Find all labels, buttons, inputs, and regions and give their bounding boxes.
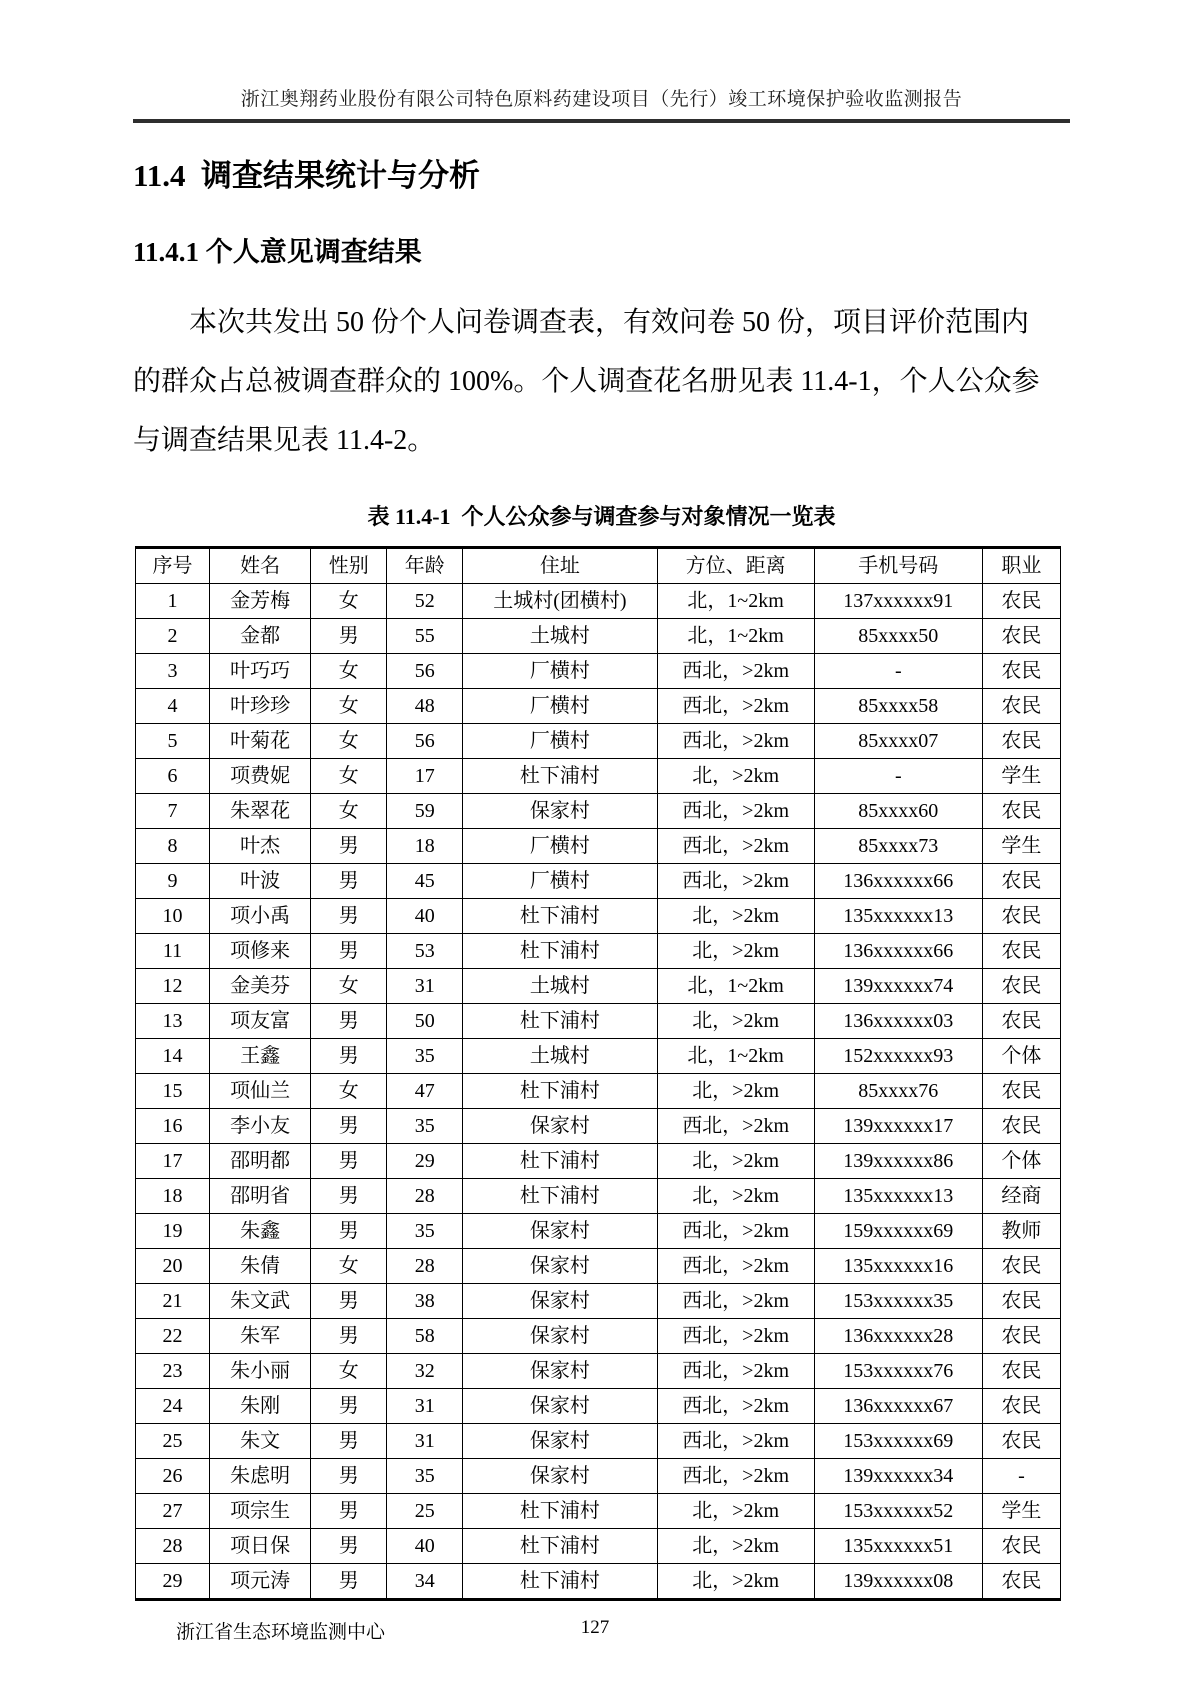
table-cell: 男 [311, 1109, 387, 1144]
column-header: 序号 [136, 548, 210, 584]
table-row [136, 759, 1061, 794]
table-cell: 杜下浦村 [463, 1074, 657, 1109]
table-cell: 个体 [982, 1144, 1060, 1179]
table-cell: 85xxxx58 [814, 689, 982, 724]
table-cell: 杜下浦村 [463, 759, 657, 794]
table-cell: 85xxxx50 [814, 619, 982, 654]
table-row [136, 899, 1061, 934]
table-row [136, 619, 1061, 654]
section-heading: 11.4 调查结果统计与分析 [133, 158, 481, 193]
table-cell: 152xxxxxx93 [814, 1039, 982, 1074]
table-cell: 136xxxxxx66 [814, 934, 982, 969]
table-cell: 50 [387, 1004, 463, 1039]
table-row [136, 1214, 1061, 1249]
table-cell: 杜下浦村 [463, 1494, 657, 1529]
table-cell: 1 [136, 584, 210, 619]
table-cell: 18 [136, 1179, 210, 1214]
table-row [136, 1284, 1061, 1319]
table-cell: 西北，>2km [657, 829, 814, 864]
table-cell: 153xxxxxx76 [814, 1354, 982, 1389]
table-cell: 20 [136, 1249, 210, 1284]
table-cell: 农民 [982, 1389, 1060, 1424]
table-cell: 女 [311, 689, 387, 724]
table-cell: 25 [136, 1424, 210, 1459]
table-cell: 男 [311, 1564, 387, 1600]
table-cell: 35 [387, 1459, 463, 1494]
table-cell: 女 [311, 1249, 387, 1284]
table-cell: 农民 [982, 794, 1060, 829]
table-cell: 23 [136, 1354, 210, 1389]
table-row [136, 864, 1061, 899]
table-cell: 土城村 [463, 1039, 657, 1074]
column-header: 姓名 [210, 548, 311, 584]
table-cell: 土城村 [463, 969, 657, 1004]
table-cell: 137xxxxxx91 [814, 584, 982, 619]
table-cell: 西北，>2km [657, 794, 814, 829]
table-cell: 杜下浦村 [463, 1004, 657, 1039]
table-cell: 农民 [982, 1319, 1060, 1354]
table-cell: 136xxxxxx03 [814, 1004, 982, 1039]
table-cell: 16 [136, 1109, 210, 1144]
table-cell: 139xxxxxx74 [814, 969, 982, 1004]
table-cell: 女 [311, 724, 387, 759]
body-paragraph [133, 293, 1070, 470]
table-cell: 北，>2km [657, 899, 814, 934]
table-cell: 项友富 [210, 1004, 311, 1039]
table-cell: 杜下浦村 [463, 1144, 657, 1179]
table-cell: 31 [387, 1424, 463, 1459]
table-cell: 男 [311, 1459, 387, 1494]
table-cell: 2 [136, 619, 210, 654]
table-cell: 14 [136, 1039, 210, 1074]
table-cell: 农民 [982, 1249, 1060, 1284]
table-row [136, 584, 1061, 619]
paragraph-line: 与调查结果见表 11.4-2。 [133, 425, 436, 456]
table-cell: 28 [387, 1249, 463, 1284]
table-cell: 53 [387, 934, 463, 969]
table-cell: 85xxxx60 [814, 794, 982, 829]
table-cell: 女 [311, 794, 387, 829]
table-row [136, 1459, 1061, 1494]
table-cell: 保家村 [463, 1214, 657, 1249]
table-cell: 保家村 [463, 1284, 657, 1319]
table-cell: 35 [387, 1039, 463, 1074]
table-cell: 45 [387, 864, 463, 899]
paragraph-line: 的群众占总被调查群众的 100%。个人调查花名册见表 11.4-1，个人公众参 [133, 366, 1040, 397]
table-cell: 农民 [982, 689, 1060, 724]
table-cell: 北，>2km [657, 1564, 814, 1600]
table-cell: 男 [311, 1389, 387, 1424]
table-cell: 24 [136, 1389, 210, 1424]
table-cell: 朱鑫 [210, 1214, 311, 1249]
table-cell: 经商 [982, 1179, 1060, 1214]
table-cell: 8 [136, 829, 210, 864]
table-cell: 朱翠花 [210, 794, 311, 829]
table-cell: 159xxxxxx69 [814, 1214, 982, 1249]
table-cell: 6 [136, 759, 210, 794]
table-cell: 17 [136, 1144, 210, 1179]
table-cell: 西北，>2km [657, 689, 814, 724]
table-cell: 杜下浦村 [463, 934, 657, 969]
table-cell: 135xxxxxx13 [814, 899, 982, 934]
table-cell: 朱倩 [210, 1249, 311, 1284]
table-cell: 农民 [982, 1354, 1060, 1389]
table-cell: 139xxxxxx34 [814, 1459, 982, 1494]
table-cell: 西北，>2km [657, 1459, 814, 1494]
table-cell: 59 [387, 794, 463, 829]
table-cell: - [814, 654, 982, 689]
table-cell: 农民 [982, 1424, 1060, 1459]
table-cell: 农民 [982, 654, 1060, 689]
table-cell: 男 [311, 1529, 387, 1564]
table-row [136, 1319, 1061, 1354]
table-cell: 56 [387, 654, 463, 689]
table-cell: 项日保 [210, 1529, 311, 1564]
table-cell: 北，>2km [657, 1494, 814, 1529]
table-cell: 叶巧巧 [210, 654, 311, 689]
table-cell: 农民 [982, 1284, 1060, 1319]
table-cell: 农民 [982, 1529, 1060, 1564]
table-cell: 男 [311, 1494, 387, 1529]
table-cell: 农民 [982, 899, 1060, 934]
table-cell: 农民 [982, 1074, 1060, 1109]
table-cell: 25 [387, 1494, 463, 1529]
table-row [136, 934, 1061, 969]
table-cell: 西北，>2km [657, 864, 814, 899]
table-cell: 农民 [982, 969, 1060, 1004]
table-cell: 保家村 [463, 1319, 657, 1354]
table-cell: 金都 [210, 619, 311, 654]
table-cell: 北，>2km [657, 1004, 814, 1039]
table-cell: 男 [311, 864, 387, 899]
table-cell: 李小友 [210, 1109, 311, 1144]
table-cell: 男 [311, 1039, 387, 1074]
table-cell: 西北，>2km [657, 1249, 814, 1284]
table-row [136, 1179, 1061, 1214]
table-cell: 厂横村 [463, 689, 657, 724]
table-row [136, 1004, 1061, 1039]
table-cell: 朱文武 [210, 1284, 311, 1319]
table-cell: 136xxxxxx67 [814, 1389, 982, 1424]
table-cell: 11 [136, 934, 210, 969]
table-cell: 48 [387, 689, 463, 724]
page-number: 127 [580, 1617, 610, 1638]
table-cell: 18 [387, 829, 463, 864]
table-cell: 西北，>2km [657, 654, 814, 689]
table-row [136, 1144, 1061, 1179]
table-cell: 136xxxxxx66 [814, 864, 982, 899]
table-cell: 杜下浦村 [463, 899, 657, 934]
table-cell: 5 [136, 724, 210, 759]
table-cell: 杜下浦村 [463, 1564, 657, 1600]
table-cell: 9 [136, 864, 210, 899]
table-cell: 31 [387, 1389, 463, 1424]
subsection-heading: 11.4.1 个人意见调查结果 [133, 237, 422, 267]
table-cell: 136xxxxxx28 [814, 1319, 982, 1354]
table-cell: 杜下浦村 [463, 1529, 657, 1564]
table-cell: 28 [387, 1179, 463, 1214]
table-cell: 85xxxx73 [814, 829, 982, 864]
table-cell: 西北，>2km [657, 1389, 814, 1424]
table-cell: 保家村 [463, 1459, 657, 1494]
table-cell: 4 [136, 689, 210, 724]
table-cell: 金芳梅 [210, 584, 311, 619]
table-cell: 叶珍珍 [210, 689, 311, 724]
table-cell: 朱文 [210, 1424, 311, 1459]
table-cell: 男 [311, 1214, 387, 1249]
table-cell: 厂横村 [463, 654, 657, 689]
table-cell: 保家村 [463, 1389, 657, 1424]
table-cell: 邵明省 [210, 1179, 311, 1214]
table-cell: 农民 [982, 1004, 1060, 1039]
table-cell: 教师 [982, 1214, 1060, 1249]
table-cell: 40 [387, 899, 463, 934]
table-cell: 34 [387, 1564, 463, 1600]
paragraph-line: 本次共发出 50 份个人问卷调查表，有效问卷 50 份，项目评价范围内 [189, 307, 1030, 338]
table-cell: 保家村 [463, 1424, 657, 1459]
table-row [136, 689, 1061, 724]
table-cell: 保家村 [463, 794, 657, 829]
column-header: 手机号码 [814, 548, 982, 584]
table-cell: 农民 [982, 934, 1060, 969]
footer-organization: 浙江省生态环境监测中心 [176, 1622, 386, 1643]
table-cell: 27 [136, 1494, 210, 1529]
table-cell: 西北，>2km [657, 1109, 814, 1144]
table-cell: 个体 [982, 1039, 1060, 1074]
table-cell: 朱军 [210, 1319, 311, 1354]
table-row [136, 1109, 1061, 1144]
table-cell: 项仙兰 [210, 1074, 311, 1109]
table-cell: 153xxxxxx35 [814, 1284, 982, 1319]
table-cell: 52 [387, 584, 463, 619]
table-cell: 35 [387, 1214, 463, 1249]
column-header: 年龄 [387, 548, 463, 584]
table-cell: 北，>2km [657, 934, 814, 969]
table-cell: 15 [136, 1074, 210, 1109]
table-cell: 农民 [982, 1564, 1060, 1600]
table-cell: 31 [387, 969, 463, 1004]
table-cell: 男 [311, 934, 387, 969]
table-cell: 男 [311, 619, 387, 654]
table-cell: 农民 [982, 864, 1060, 899]
table-cell: 项元涛 [210, 1564, 311, 1600]
table-cell: 厂横村 [463, 864, 657, 899]
table-row [136, 1424, 1061, 1459]
table-cell: 农民 [982, 619, 1060, 654]
table-row [136, 829, 1061, 864]
table-cell: 17 [387, 759, 463, 794]
table-cell: 西北，>2km [657, 1424, 814, 1459]
table-cell: 西北，>2km [657, 1284, 814, 1319]
table-cell: 153xxxxxx52 [814, 1494, 982, 1529]
table-cell: 男 [311, 1284, 387, 1319]
page-footer [0, 1617, 1190, 1647]
table-row [136, 654, 1061, 689]
table-cell: 保家村 [463, 1249, 657, 1284]
table-cell: 北，>2km [657, 1529, 814, 1564]
table-cell: 农民 [982, 724, 1060, 759]
table-cell: 28 [136, 1529, 210, 1564]
table-cell: 男 [311, 1424, 387, 1459]
table-cell: 朱刚 [210, 1389, 311, 1424]
table-cell: 29 [387, 1144, 463, 1179]
table-cell: 保家村 [463, 1354, 657, 1389]
table-cell: 学生 [982, 759, 1060, 794]
table-cell: 55 [387, 619, 463, 654]
table-cell: 153xxxxxx69 [814, 1424, 982, 1459]
table-cell: 38 [387, 1284, 463, 1319]
header-divider [133, 119, 1070, 123]
table-row [136, 1529, 1061, 1564]
table-cell: 22 [136, 1319, 210, 1354]
table-cell: 西北，>2km [657, 724, 814, 759]
table-cell: 男 [311, 899, 387, 934]
table-cell: 北，>2km [657, 759, 814, 794]
table-cell: 项小禹 [210, 899, 311, 934]
table-row [136, 1389, 1061, 1424]
table-row [136, 794, 1061, 829]
table-cell: 项宗生 [210, 1494, 311, 1529]
table-cell: 26 [136, 1459, 210, 1494]
table-cell: 北，1~2km [657, 584, 814, 619]
table-header-row [136, 548, 1061, 584]
table-cell: 北，1~2km [657, 619, 814, 654]
table-cell: 邵明都 [210, 1144, 311, 1179]
table-cell: 12 [136, 969, 210, 1004]
table-cell: 叶菊花 [210, 724, 311, 759]
table-cell: 女 [311, 969, 387, 1004]
table-cell: 项费妮 [210, 759, 311, 794]
table-header [136, 548, 1061, 584]
table-cell: 58 [387, 1319, 463, 1354]
table-cell: 47 [387, 1074, 463, 1109]
table-cell: 女 [311, 759, 387, 794]
table-row [136, 969, 1061, 1004]
table-cell: 男 [311, 1004, 387, 1039]
table-cell: 女 [311, 1074, 387, 1109]
table-cell: 女 [311, 584, 387, 619]
column-header: 住址 [463, 548, 657, 584]
table-cell: 土城村 [463, 619, 657, 654]
table-cell: 北，>2km [657, 1074, 814, 1109]
table-row [136, 1354, 1061, 1389]
table-cell: 19 [136, 1214, 210, 1249]
table-cell: 女 [311, 654, 387, 689]
table-cell: 朱小丽 [210, 1354, 311, 1389]
table-cell: 北，1~2km [657, 1039, 814, 1074]
table-cell: 7 [136, 794, 210, 829]
table-cell: 男 [311, 1144, 387, 1179]
table-cell: 56 [387, 724, 463, 759]
table-cell: 13 [136, 1004, 210, 1039]
table-row [136, 1039, 1061, 1074]
table-cell: 王鑫 [210, 1039, 311, 1074]
table-caption: 表 11.4-1 个人公众参与调查参与对象情况一览表 [367, 504, 836, 529]
table-cell: 学生 [982, 1494, 1060, 1529]
table-cell: 21 [136, 1284, 210, 1319]
table-cell: 学生 [982, 829, 1060, 864]
column-header: 职业 [982, 548, 1060, 584]
table-cell: 29 [136, 1564, 210, 1600]
table-cell: 金美芬 [210, 969, 311, 1004]
column-header: 方位、距离 [657, 548, 814, 584]
table-cell: 北，>2km [657, 1179, 814, 1214]
table-cell: 男 [311, 1179, 387, 1214]
table-cell: 40 [387, 1529, 463, 1564]
table-cell: 厂横村 [463, 829, 657, 864]
table-cell: 北，1~2km [657, 969, 814, 1004]
table-body [136, 584, 1061, 1600]
table-cell: 32 [387, 1354, 463, 1389]
table-row [136, 1564, 1061, 1600]
table-cell: 139xxxxxx08 [814, 1564, 982, 1600]
table-cell: 男 [311, 1319, 387, 1354]
table-cell: 135xxxxxx13 [814, 1179, 982, 1214]
table-cell: 叶杰 [210, 829, 311, 864]
table-cell: 85xxxx76 [814, 1074, 982, 1109]
table-cell: 139xxxxxx17 [814, 1109, 982, 1144]
table-row [136, 1494, 1061, 1529]
table-cell: 3 [136, 654, 210, 689]
table-cell: 35 [387, 1109, 463, 1144]
table-cell: 139xxxxxx86 [814, 1144, 982, 1179]
table-cell: 厂横村 [463, 724, 657, 759]
table-cell: - [982, 1459, 1060, 1494]
running-header-title: 浙江奥翔药业股份有限公司特色原料药建设项目（先行）竣工环境保护验收监测报告 [240, 89, 963, 110]
table-cell: 女 [311, 1354, 387, 1389]
table-cell: 杜下浦村 [463, 1179, 657, 1214]
column-header: 性别 [311, 548, 387, 584]
table-cell: 保家村 [463, 1109, 657, 1144]
table-cell: 土城村(团横村) [463, 584, 657, 619]
table-row [136, 724, 1061, 759]
table-cell: 北，>2km [657, 1144, 814, 1179]
table-cell: 135xxxxxx16 [814, 1249, 982, 1284]
table-cell: 叶波 [210, 864, 311, 899]
table-cell: - [814, 759, 982, 794]
table-cell: 朱虑明 [210, 1459, 311, 1494]
table-cell: 农民 [982, 1109, 1060, 1144]
table-cell: 西北，>2km [657, 1319, 814, 1354]
table-cell: 135xxxxxx51 [814, 1529, 982, 1564]
table-cell: 项修来 [210, 934, 311, 969]
table-row [136, 1249, 1061, 1284]
table-cell: 85xxxx07 [814, 724, 982, 759]
table-cell: 男 [311, 829, 387, 864]
table-cell: 农民 [982, 584, 1060, 619]
table-row [136, 1074, 1061, 1109]
table-cell: 西北，>2km [657, 1354, 814, 1389]
table-cell: 10 [136, 899, 210, 934]
survey-participants-table [135, 546, 1061, 1601]
table-cell: 西北，>2km [657, 1214, 814, 1249]
